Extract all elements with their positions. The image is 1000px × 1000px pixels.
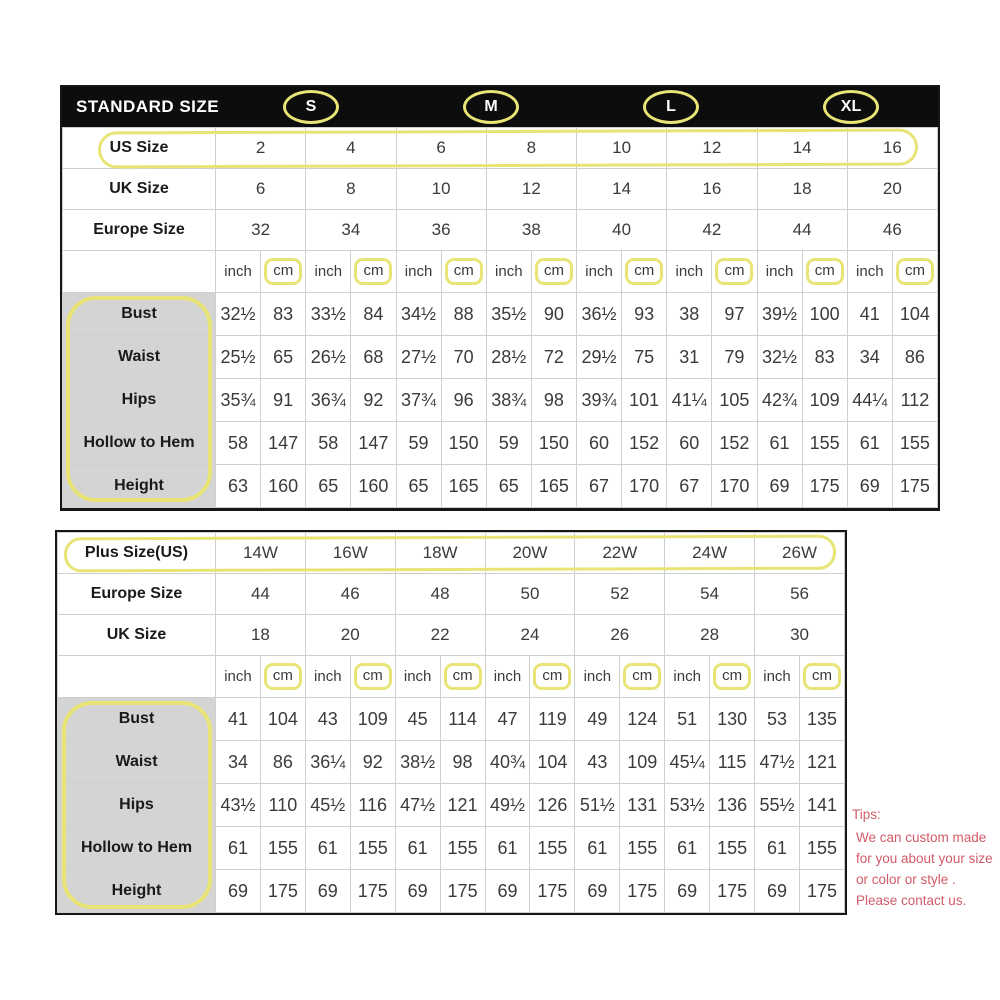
inch-header: inch [485,656,530,698]
measure-label: Hollow to Hem [58,827,216,870]
size-cell: 56 [755,574,845,615]
measure-cell: 131 [620,784,665,827]
size-cell: 36 [396,210,486,251]
measure-cell: 61 [216,827,261,870]
size-cell: 16 [667,169,757,210]
measure-cell: 155 [350,827,395,870]
measure-cell: 109 [620,741,665,784]
cm-highlight-box: cm [444,663,482,690]
size-cell: 14 [577,169,667,210]
measure-label: Height [63,465,216,508]
measure-cell: 61 [755,827,800,870]
measure-cell: 83 [802,336,847,379]
measure-cell: 93 [622,293,667,336]
measure-cell: 114 [440,698,485,741]
measure-cell: 69 [665,870,710,913]
size-cell: 2 [216,128,306,169]
measure-cell: 34 [216,741,261,784]
size-cell: 30 [755,615,845,656]
measure-cell: 58 [216,422,261,465]
measure-cell: 98 [531,379,576,422]
measure-cell: 25½ [216,336,261,379]
measure-cell: 90 [531,293,576,336]
cm-highlight-box: cm [715,258,753,285]
row-label: UK Size [63,169,216,210]
size-cell: 8 [306,169,396,210]
measure-cell: 165 [531,465,576,508]
inch-header: inch [486,251,531,293]
size-cell: 24W [665,533,755,574]
measure-row [63,336,938,379]
measure-cell: 86 [892,336,937,379]
tips-line: We can custom made [856,830,987,845]
size-cell: 24 [485,615,575,656]
measure-cell: 65 [261,336,306,379]
cm-highlight-box: cm [625,258,663,285]
measure-cell: 65 [306,465,351,508]
measure-cell: 55½ [755,784,800,827]
size-cell: 16W [305,533,395,574]
measure-cell: 92 [351,379,396,422]
measure-cell: 27½ [396,336,441,379]
inch-header: inch [216,656,261,698]
measure-cell: 43 [575,741,620,784]
measure-cell: 51½ [575,784,620,827]
measure-cell: 170 [622,465,667,508]
measure-cell: 68 [351,336,396,379]
size-letter-s-circled: S [283,90,339,124]
measure-cell: 34½ [396,293,441,336]
size-cell: 20 [847,169,937,210]
measure-cell: 96 [441,379,486,422]
cm-header [710,656,755,698]
measure-cell: 61 [485,827,530,870]
measure-cell: 41 [847,293,892,336]
cm-highlight-box: cm [533,663,571,690]
cm-header [799,656,844,698]
measure-label: Hips [63,379,216,422]
measure-row [63,422,938,465]
measure-cell: 29½ [577,336,622,379]
unit-row [63,251,938,293]
unit-label-empty [58,656,216,698]
size-cell: 18 [757,169,847,210]
size-cell: 10 [577,128,667,169]
measure-cell: 119 [530,698,575,741]
cm-header [622,251,667,293]
measure-cell: 86 [260,741,305,784]
measure-cell: 31 [667,336,712,379]
measure-cell: 104 [892,293,937,336]
measure-cell: 61 [757,422,802,465]
measure-cell: 41 [216,698,261,741]
measure-cell: 49 [575,698,620,741]
measure-cell: 175 [892,465,937,508]
size-cell: 18 [216,615,306,656]
size-cell: 52 [575,574,665,615]
measure-cell: 49½ [485,784,530,827]
size-letter-xl-circled: XL [823,90,879,124]
measure-cell: 155 [710,827,755,870]
size-letter-l-circled: L [643,90,699,124]
cm-header [260,656,305,698]
measure-cell: 147 [261,422,306,465]
measure-cell: 150 [441,422,486,465]
size-cell: 20 [305,615,395,656]
measure-cell: 69 [395,870,440,913]
measure-label: Hollow to Hem [63,422,216,465]
measure-cell: 61 [575,827,620,870]
measure-cell: 79 [712,336,757,379]
measure-cell: 110 [260,784,305,827]
cm-header [441,251,486,293]
inch-header: inch [755,656,800,698]
measure-cell: 38¾ [486,379,531,422]
measure-cell: 91 [261,379,306,422]
cm-highlight-box: cm [896,258,934,285]
measure-cell: 88 [441,293,486,336]
measure-cell: 155 [802,422,847,465]
measure-cell: 115 [710,741,755,784]
custom-made-tips [852,804,993,911]
measure-cell: 175 [440,870,485,913]
inch-header: inch [306,251,351,293]
measure-cell: 155 [799,827,844,870]
measure-cell: 152 [622,422,667,465]
measure-cell: 39½ [757,293,802,336]
measure-cell: 32½ [757,336,802,379]
measure-cell: 61 [395,827,440,870]
inch-header: inch [665,656,710,698]
measure-row [63,379,938,422]
measure-label: Waist [58,741,216,784]
measure-cell: 69 [755,870,800,913]
size-cell: 12 [486,169,576,210]
measure-cell: 67 [667,465,712,508]
cm-header [712,251,757,293]
size-cell: 46 [305,574,395,615]
measure-cell: 160 [261,465,306,508]
measure-cell: 33½ [306,293,351,336]
size-cell: 6 [396,128,486,169]
measure-cell: 75 [622,336,667,379]
inch-header: inch [577,251,622,293]
tips-heading: Tips: [852,807,881,822]
size-cell: 54 [665,574,755,615]
size-cell: 32 [216,210,306,251]
measure-cell: 65 [486,465,531,508]
cm-highlight-box: cm [445,258,483,285]
measure-cell: 28½ [486,336,531,379]
inch-header: inch [847,251,892,293]
inch-header: inch [757,251,802,293]
measure-cell: 175 [530,870,575,913]
measure-cell: 121 [799,741,844,784]
inch-header: inch [395,656,440,698]
measure-cell: 69 [216,870,261,913]
cm-highlight-box: cm [354,258,392,285]
size-cell: 22W [575,533,665,574]
measure-cell: 44¼ [847,379,892,422]
size-cell: 8 [486,128,576,169]
measure-cell: 63 [216,465,261,508]
measure-cell: 69 [757,465,802,508]
size-cell: 12 [667,128,757,169]
measure-cell: 39¾ [577,379,622,422]
measure-cell: 34 [847,336,892,379]
measure-cell: 121 [440,784,485,827]
measure-cell: 135 [799,698,844,741]
measure-cell: 61 [847,422,892,465]
measure-cell: 155 [620,827,665,870]
measure-cell: 43½ [216,784,261,827]
measure-cell: 45 [395,698,440,741]
measure-cell: 160 [351,465,396,508]
measure-cell: 65 [396,465,441,508]
measure-cell: 130 [710,698,755,741]
measure-row [58,741,845,784]
cm-highlight-box: cm [264,663,302,690]
measure-cell: 112 [892,379,937,422]
inch-header: inch [305,656,350,698]
row-label: US Size [63,128,216,169]
measure-label: Hips [58,784,216,827]
unit-row [58,656,845,698]
measure-cell: 35½ [486,293,531,336]
measure-cell: 35¾ [216,379,261,422]
row-label: Europe Size [58,574,216,615]
measure-cell: 40¾ [485,741,530,784]
measure-cell: 60 [667,422,712,465]
measure-row [63,293,938,336]
standard-size-table [60,85,940,511]
measure-cell: 61 [665,827,710,870]
tips-line: or color or style . [856,872,956,887]
measure-cell: 175 [620,870,665,913]
measure-cell: 175 [710,870,755,913]
measure-cell: 136 [710,784,755,827]
measure-cell: 41¼ [667,379,712,422]
measure-cell: 36¼ [305,741,350,784]
cm-highlight-box: cm [803,663,841,690]
measure-cell: 61 [305,827,350,870]
measure-cell: 175 [260,870,305,913]
measure-cell: 109 [802,379,847,422]
measure-label: Height [58,870,216,913]
size-row [58,574,845,615]
cm-header [892,251,937,293]
cm-highlight-box: cm [354,663,392,690]
measure-cell: 47 [485,698,530,741]
measure-cell: 69 [847,465,892,508]
measure-cell: 105 [712,379,757,422]
measure-cell: 38 [667,293,712,336]
measure-row [58,827,845,870]
measure-cell: 175 [802,465,847,508]
measure-cell: 147 [351,422,396,465]
size-row [58,615,845,656]
measure-cell: 67 [577,465,622,508]
tips-line: Please contact us. [856,893,967,908]
size-cell: 34 [306,210,396,251]
inch-header: inch [396,251,441,293]
measure-cell: 155 [892,422,937,465]
cm-header [351,251,396,293]
size-cell: 18W [395,533,485,574]
measure-cell: 70 [441,336,486,379]
size-cell: 10 [396,169,486,210]
measure-label: Waist [63,336,216,379]
measure-cell: 165 [441,465,486,508]
tips-line: for you about your size [856,851,993,866]
measure-row [58,870,845,913]
size-cell: 28 [665,615,755,656]
measure-cell: 47½ [755,741,800,784]
measure-cell: 42¾ [757,379,802,422]
size-cell: 16 [847,128,937,169]
measure-cell: 150 [531,422,576,465]
measure-cell: 84 [351,293,396,336]
measure-cell: 69 [485,870,530,913]
plus-size-table [55,530,847,915]
inch-header: inch [575,656,620,698]
measure-cell: 69 [575,870,620,913]
measure-cell: 72 [531,336,576,379]
measure-label: Bust [63,293,216,336]
measure-cell: 53 [755,698,800,741]
measure-cell: 59 [486,422,531,465]
measure-cell: 53½ [665,784,710,827]
measure-cell: 83 [261,293,306,336]
cm-highlight-box: cm [623,663,661,690]
size-cell: 20W [485,533,575,574]
measure-cell: 59 [396,422,441,465]
size-cell: 38 [486,210,576,251]
measure-cell: 45¼ [665,741,710,784]
cm-header [350,656,395,698]
size-cell: 46 [847,210,937,251]
size-row [63,128,938,169]
measure-cell: 37¾ [396,379,441,422]
size-row [58,533,845,574]
measure-cell: 69 [305,870,350,913]
cm-highlight-box: cm [264,258,302,285]
size-cell: 22 [395,615,485,656]
measure-cell: 124 [620,698,665,741]
measure-cell: 152 [712,422,757,465]
size-letter-m-circled: M [463,90,519,124]
size-cell: 14 [757,128,847,169]
measure-cell: 155 [440,827,485,870]
size-grid [57,532,845,913]
cm-header [802,251,847,293]
cm-header [530,656,575,698]
measure-cell: 36½ [577,293,622,336]
measure-label: Bust [58,698,216,741]
row-label: Plus Size(US) [58,533,216,574]
measure-cell: 38½ [395,741,440,784]
size-cell: 44 [216,574,306,615]
measure-row [58,698,845,741]
size-row [63,210,938,251]
measure-cell: 97 [712,293,757,336]
measure-cell: 47½ [395,784,440,827]
size-cell: 40 [577,210,667,251]
measure-cell: 100 [802,293,847,336]
inch-header: inch [216,251,261,293]
measure-cell: 109 [350,698,395,741]
measure-cell: 116 [350,784,395,827]
measure-cell: 26½ [306,336,351,379]
size-cell: 6 [216,169,306,210]
measure-cell: 43 [305,698,350,741]
measure-cell: 101 [622,379,667,422]
measure-cell: 155 [530,827,575,870]
size-cell: 44 [757,210,847,251]
measure-cell: 36¾ [306,379,351,422]
row-label: UK Size [58,615,216,656]
size-cell: 48 [395,574,485,615]
row-label: Europe Size [63,210,216,251]
size-cell: 26 [575,615,665,656]
cm-header [261,251,306,293]
measure-cell: 170 [712,465,757,508]
cm-highlight-box: cm [806,258,844,285]
cm-highlight-box: cm [713,663,751,690]
inch-header: inch [667,251,712,293]
measure-cell: 58 [306,422,351,465]
cm-highlight-box: cm [535,258,573,285]
unit-label-empty [63,251,216,293]
cm-header [620,656,665,698]
measure-cell: 51 [665,698,710,741]
size-row [63,169,938,210]
measure-cell: 60 [577,422,622,465]
size-cell: 42 [667,210,757,251]
size-cell: 50 [485,574,575,615]
measure-cell: 175 [799,870,844,913]
size-cell: 14W [216,533,306,574]
cm-header [531,251,576,293]
measure-cell: 98 [440,741,485,784]
standard-size-header-bar [62,87,938,127]
measure-cell: 175 [350,870,395,913]
size-cell: 4 [306,128,396,169]
standard-size-title: STANDARD SIZE [76,97,220,116]
cm-header [440,656,485,698]
measure-cell: 45½ [305,784,350,827]
measure-cell: 141 [799,784,844,827]
size-cell: 26W [755,533,845,574]
measure-row [58,784,845,827]
measure-cell: 126 [530,784,575,827]
measure-row [63,465,938,508]
measure-cell: 104 [260,698,305,741]
measure-cell: 92 [350,741,395,784]
measure-cell: 155 [260,827,305,870]
measure-cell: 104 [530,741,575,784]
measure-cell: 32½ [216,293,261,336]
size-grid [62,127,938,508]
